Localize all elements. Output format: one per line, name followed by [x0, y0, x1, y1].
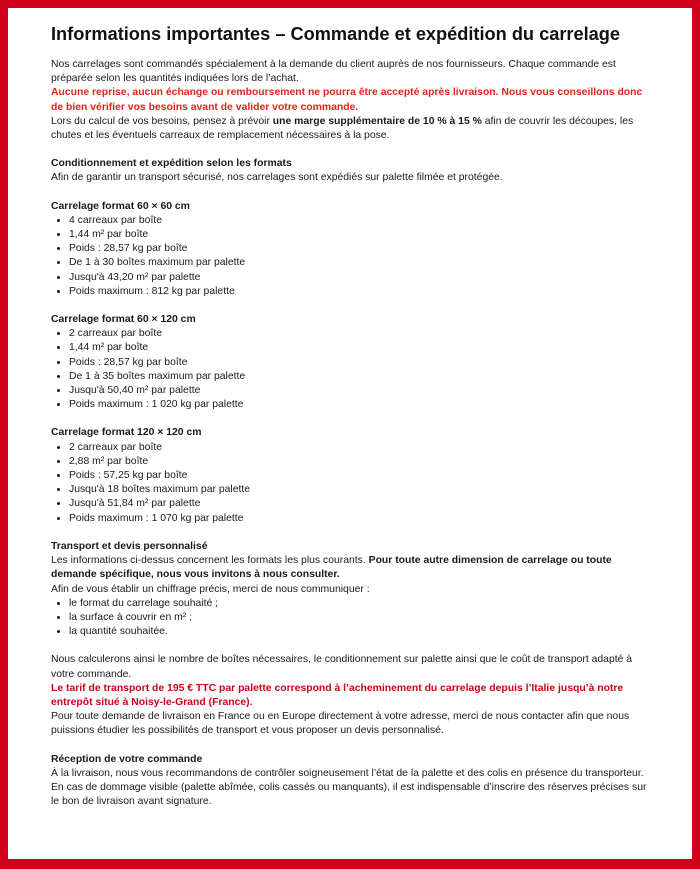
transport-highlight: Pour toute autre dimension de carrelage ou toute demande spécifique, nous vous invitons à nous consulter.: [51, 555, 612, 581]
list-item: • Jusqu'à 18 boîtes maximum par palette: [69, 483, 651, 497]
list-item: • 1,44 m² par boîte: [69, 341, 651, 355]
list-item: • Poids : 28,57 kg par boîte: [69, 356, 651, 370]
list-item: • Jusqu'à 51,84 m² par palette: [69, 497, 651, 511]
margin-highlight: une marge supplémentaire de 10 % à 15 %: [272, 115, 482, 127]
reception-heading: Réception de votre commande: [51, 753, 203, 765]
list-item: • De 1 à 35 boîtes maximum par palette: [69, 370, 651, 384]
list-item: • le format du carrelage souhaité ;: [69, 597, 651, 611]
transport-paragraph: [51, 554, 651, 582]
margin-text-end: afin de couvrir les découpes, les chutes et les éventuels carreaux de remplacement nécessaires à la pose.: [51, 115, 634, 142]
packaging-text: Afin de garantir un transport sécurisé, nos carrelages sont expédiés sur palette filmée et protégée.: [51, 172, 503, 184]
list-item: • 1,44 m² par boîte: [69, 228, 651, 242]
format-60x60-heading: Carrelage format 60 × 60 cm: [51, 200, 190, 212]
list-item: • 2,88 m² par boîte: [69, 455, 651, 469]
transport-text-start: Les informations ci-dessus concernent les formats les plus courants.: [51, 555, 369, 567]
transport-heading: Transport et devis personnalisé: [51, 540, 208, 552]
calculation-paragraph: Nous calculerons ainsi le nombre de boîtes nécessaires, le conditionnement sur palette ainsi que le coût de transport adapté à votre commande.: [51, 654, 633, 680]
quote-requirements-list: [51, 597, 651, 640]
format-60x120-heading: Carrelage format 60 × 120 cm: [51, 314, 196, 326]
list-item: • Poids : 57,25 kg par boîte: [69, 469, 651, 483]
list-item: • la quantité souhaitée.: [69, 625, 651, 639]
list-item: • Poids maximum : 812 kg par palette: [69, 285, 651, 299]
no-return-warning: Aucune reprise, aucun échange ou remboursement ne pourra être accepté après livraison. Nous vous conseillons donc de bien vérifier vos besoins avant de valider votre commande.: [51, 87, 643, 113]
list-item: • De 1 à 30 boîtes maximum par palette: [69, 256, 651, 270]
format-120x120-heading: Carrelage format 120 × 120 cm: [51, 427, 202, 439]
format-120x120-list: [51, 441, 651, 526]
list-item: • Jusqu'à 43,20 m² par palette: [69, 271, 651, 285]
list-item: • la surface à couvrir en m² ;: [69, 611, 651, 625]
format-60x60-list: [51, 214, 651, 299]
intro-paragraph: Nos carrelages sont commandés spécialement à la demande du client auprès de nos fournisseurs. Chaque commande est préparée selon les quantités indiquées lors de l’achat.: [51, 59, 616, 85]
list-item: • Jusqu'à 50,40 m² par palette: [69, 384, 651, 398]
transport-tariff: Le tarif de transport de 195 € TTC par palette correspond à l’acheminement du carrelage depuis l’Italie jusqu’à notre entrepôt situé à Noisy-le-Grand (France).: [51, 682, 624, 708]
document-content: [51, 22, 651, 809]
list-item: • 2 carreaux par boîte: [69, 441, 651, 455]
packaging-heading: Conditionnement et expédition selon les formats: [51, 158, 292, 170]
margin-paragraph: [51, 115, 651, 143]
page-title: Informations importantes – Commande et expédition du carrelage: [51, 24, 620, 44]
list-item: • Poids maximum : 1 070 kg par palette: [69, 512, 651, 526]
quote-intro: Afin de vous établir un chiffrage précis, merci de nous communiquer :: [51, 583, 370, 595]
margin-text-start: Lors du calcul de vos besoins, pensez à prévoir: [51, 115, 273, 127]
list-item: • 4 carreaux par boîte: [69, 214, 651, 228]
format-60x120-list: [51, 327, 651, 412]
list-item: • Poids : 28,57 kg par boîte: [69, 242, 651, 256]
list-item: • Poids maximum : 1 020 kg par palette: [69, 398, 651, 412]
list-item: • 2 carreaux par boîte: [69, 327, 651, 341]
delivery-paragraph: Pour toute demande de livraison en France ou en Europe directement à votre adresse, merci de nous contacter afin que nous puissions étudier les possibilités de transport et vous proposer un devis personnalisé.: [51, 711, 630, 737]
reception-text: À la livraison, nous vous recommandons de contrôler soigneusement l’état de la palette et des colis en présence du transporteur. En cas de dommage visible (palette abîmée, colis cassés ou manquants), il est indispensable d’inscrire des réserves précises sur le bon de livraison avant signature.: [51, 767, 647, 808]
